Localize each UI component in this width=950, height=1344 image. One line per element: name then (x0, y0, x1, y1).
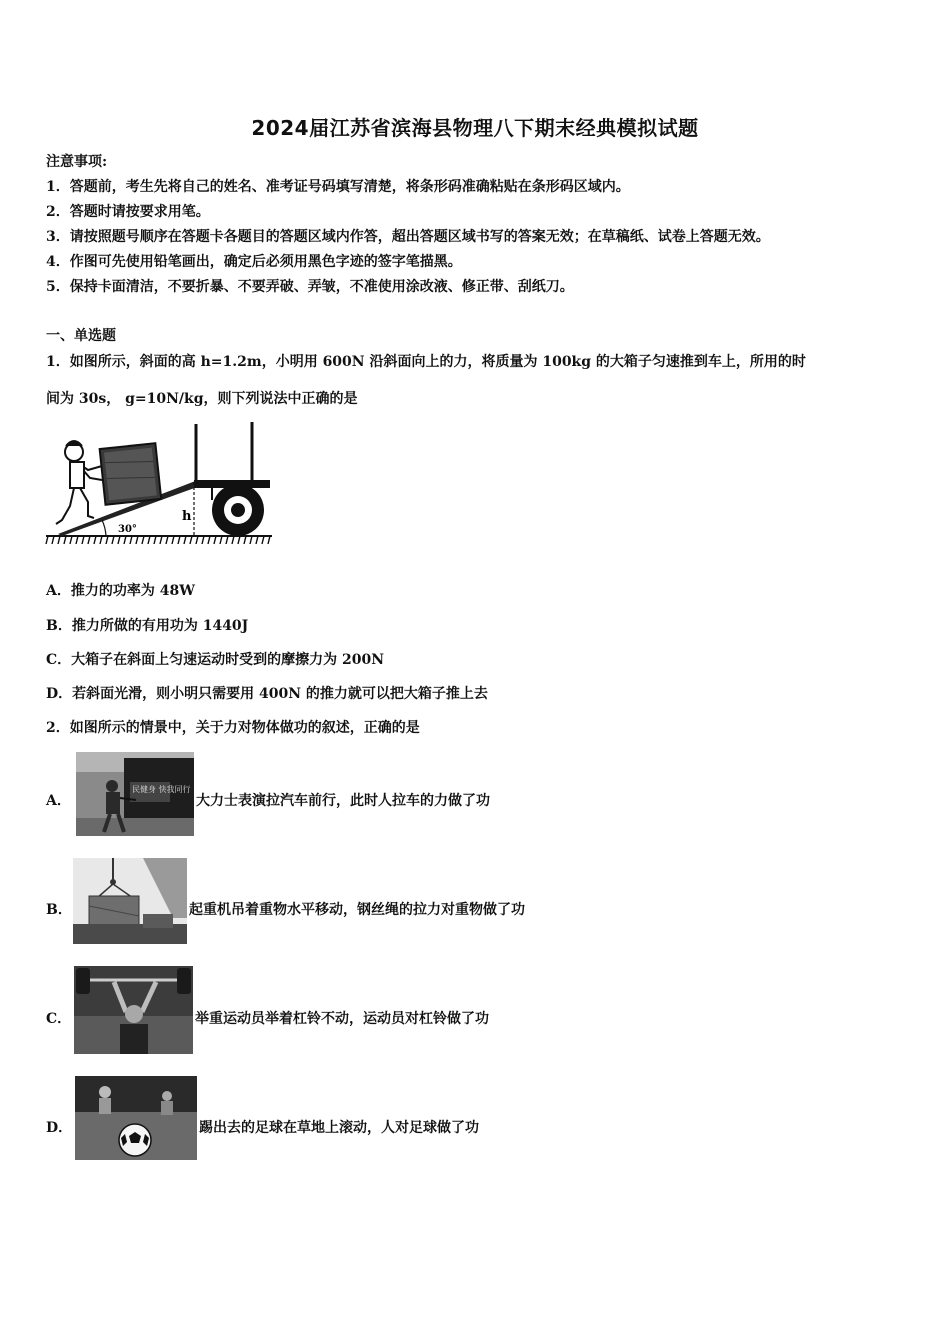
q1-option-d: D．若斜面光滑，则小明只需要用 400N 的推力就可以把大箱子推上去 (46, 686, 488, 702)
q1-option-b: B．推力所做的有用功为 1440J (46, 618, 249, 634)
angle-arc (102, 520, 106, 536)
photo-soccer-ball-rolling (75, 1076, 197, 1160)
q2-option-b-text: 起重机吊着重物水平移动，钢丝绳的拉力对重物做了功 (189, 902, 525, 918)
q1-stem-line2: 间为 30s， g=10N/kg，则下列说法中正确的是 (46, 391, 358, 407)
notice-item-1: 1．答题前，考生先将自己的姓名、准考证号码填写清楚，将条形码准确粘贴在条形码区域内。 (46, 179, 630, 195)
q2-option-a-label: A． (46, 793, 71, 809)
q1-stem-line1: 1．如图所示，斜面的高 h=1.2m，小明用 600N 沿斜面向上的力，将质量为 100kg 的大箱子匀速推到车上，所用的时 (46, 354, 806, 370)
q2-stem: 2．如图所示的情景中，关于力对物体做功的叙述，正确的是 (46, 720, 420, 736)
q2-option-a-text: 大力士表演拉汽车前行，此时人拉车的力做了功 (196, 793, 490, 809)
angle-label: 30° (118, 524, 137, 535)
q2-option-d-text: 踢出去的足球在草地上滚动，人对足球做了功 (199, 1120, 479, 1136)
notice-item-2: 2．答题时请按要求用笔。 (46, 204, 210, 220)
ground-hatch (46, 536, 270, 544)
truck-banner-text: 民健身 快我同行 (132, 785, 191, 794)
heavy-box (100, 443, 162, 505)
q1-option-c: C．大箱子在斜面上匀速运动时受到的摩擦力为 200N (46, 652, 385, 668)
notice-heading: 注意事项: (46, 154, 108, 170)
q2-option-d-label: D． (46, 1120, 73, 1136)
photo-strongman-pulling-truck (76, 752, 194, 836)
section-heading: 一、单选题 (46, 328, 116, 344)
q2-option-b-label: B． (46, 902, 72, 918)
q2-option-c-label: C． (46, 1011, 72, 1027)
notice-item-4: 4．作图可先使用铅笔画出，确定后必须用黑色字迹的签字笔描黑。 (46, 254, 462, 270)
photo-weightlifter-holding-barbell (74, 966, 193, 1054)
notice-item-5: 5．保持卡面清洁，不要折暴、不要弄破、弄皱，不准使用涂改液、修正带、刮纸刀。 (46, 279, 574, 295)
exam-title: 2024届江苏省滨海县物理八下期末经典模拟试题 (251, 116, 699, 140)
height-label: h (182, 509, 192, 524)
q2-option-c-text: 举重运动员举着杠铃不动，运动员对杠铃做了功 (195, 1011, 489, 1027)
boy-figure (56, 441, 102, 524)
notice-item-3: 3．请按照题号顺序在答题卡各题目的答题区域内作答，超出答题区域书写的答案无效；在草稿纸、试卷上答题无效。 (46, 229, 770, 245)
photo-crane-lifting-load (73, 858, 187, 944)
q1-option-a: A．推力的功率为 48W (46, 583, 195, 599)
incline-figure (44, 420, 276, 550)
